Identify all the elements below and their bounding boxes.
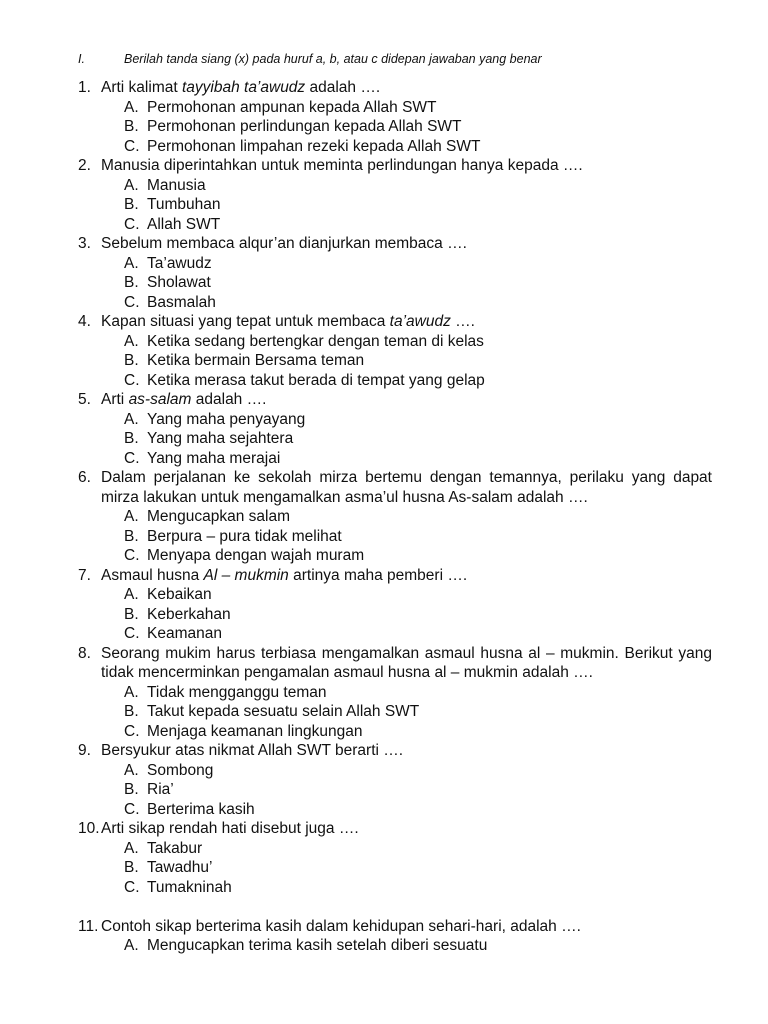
option-text: Yang maha merajai — [147, 449, 281, 467]
italic-term: as-salam — [128, 391, 192, 408]
option-letter: C. — [124, 293, 140, 311]
answer-option-c[interactable] — [78, 800, 718, 820]
question-text-part: artinya maha pemberi …. — [288, 566, 468, 584]
question-text-part: Asmaul husna — [101, 566, 204, 584]
option-text: Allah SWT — [147, 215, 221, 233]
question-number: 5. — [78, 391, 91, 408]
italic-term: tayyibah ta’awudz — [181, 79, 306, 96]
question-line — [78, 819, 718, 839]
option-letter: B. — [124, 118, 139, 135]
italic-term: ta’awudz — [389, 313, 451, 330]
option-text: Takut kepada sesuatu selain Allah SWT — [147, 703, 420, 720]
option-letter: C. — [124, 878, 140, 896]
answer-option-a[interactable] — [78, 761, 718, 781]
question-text-part: adalah …. — [305, 79, 381, 96]
question-text-part: Arti — [101, 391, 129, 408]
question-text: Bersyukur atas nikmat Allah SWT berarti …. — [101, 742, 404, 759]
answer-option-b[interactable] — [78, 117, 718, 137]
question-text — [101, 390, 712, 410]
option-text: Sholawat — [147, 274, 211, 291]
option-text: Ta’awudz — [147, 254, 212, 272]
answer-option-a[interactable] — [78, 98, 718, 118]
option-letter: C. — [124, 625, 140, 642]
answer-option-b[interactable] — [78, 273, 718, 293]
question-number: 4. — [78, 313, 91, 330]
option-letter: A. — [124, 586, 139, 603]
option-text: Yang maha sejahtera — [147, 430, 294, 447]
question-text: Dalam perjalanan ke sekolah mirza bertemu dengan temannya, perilaku yang dapat mirza lakukan untuk mengamalkan asma’ul husna As-salam adalah …. — [101, 469, 712, 506]
question-2 — [78, 156, 718, 234]
answer-option-c[interactable] — [78, 293, 718, 313]
answer-option-c[interactable] — [78, 878, 718, 898]
question-1 — [78, 78, 718, 156]
question-text: Contoh sikap berterima kasih dalam kehidupan sehari-hari, adalah …. — [101, 917, 581, 935]
question-text: Seorang mukim harus terbiasa mengamalkan asmaul husna al – mukmin. Berikut yang tidak mencerminkan pengamalan asmaul husna al – mukmin adalah …. — [101, 644, 712, 681]
option-text: Ria’ — [147, 781, 174, 798]
question-line — [78, 566, 718, 586]
answer-option-b[interactable] — [78, 527, 718, 547]
option-text: Permohonan perlindungan kepada Allah SWT — [147, 118, 462, 135]
option-text: Ketika bermain Bersama teman — [147, 352, 365, 369]
option-letter: B. — [124, 196, 139, 213]
option-text: Takabur — [147, 839, 203, 857]
answer-option-b[interactable] — [78, 195, 718, 215]
answer-option-c[interactable] — [78, 215, 718, 235]
option-letter: A. — [124, 176, 139, 194]
question-list — [78, 78, 718, 956]
question-text — [101, 312, 712, 332]
answer-option-a[interactable] — [78, 936, 718, 956]
option-letter: A. — [124, 508, 139, 525]
option-text: Mengucapkan terima kasih setelah diberi sesuatu — [147, 937, 488, 954]
question-7 — [78, 566, 718, 644]
option-letter: C. — [124, 137, 140, 155]
option-text: Menjaga keamanan lingkungan — [147, 722, 363, 740]
question-4 — [78, 312, 718, 390]
answer-option-c[interactable] — [78, 624, 718, 644]
question-text-part: …. — [450, 313, 475, 330]
option-text: Permohonan ampunan kepada Allah SWT — [147, 98, 437, 116]
option-text: Tawadhu’ — [147, 859, 213, 876]
question-5 — [78, 390, 718, 468]
question-number: 2. — [78, 157, 91, 174]
question-10 — [78, 819, 718, 897]
question-text — [101, 566, 712, 586]
option-letter: A. — [124, 410, 139, 428]
option-letter: B. — [124, 274, 139, 291]
option-text: Basmalah — [147, 293, 216, 311]
section-number: I. — [78, 52, 85, 66]
question-text-part: Kapan situasi yang tepat untuk membaca — [101, 313, 390, 330]
question-line — [78, 156, 718, 176]
option-text: Keberkahan — [147, 605, 231, 623]
answer-option-a[interactable] — [78, 410, 718, 430]
option-text: Tumbuhan — [147, 196, 221, 213]
question-line — [78, 468, 718, 507]
question-line — [78, 917, 718, 937]
option-letter: A. — [124, 254, 139, 272]
option-letter: C. — [124, 449, 140, 467]
option-text: Tumakninah — [147, 878, 232, 896]
question-number: 8. — [78, 644, 91, 662]
option-text: Yang maha penyayang — [147, 410, 306, 428]
option-letter: B. — [124, 352, 139, 369]
italic-term: Al – mukmin — [203, 566, 289, 584]
option-text: Mengucapkan salam — [147, 508, 291, 525]
answer-option-b[interactable] — [78, 858, 718, 878]
answer-option-c[interactable] — [78, 449, 718, 469]
option-letter: B. — [124, 527, 139, 545]
option-letter: B. — [124, 781, 139, 798]
option-text: Ketika merasa takut berada di tempat yang gelap — [147, 371, 485, 389]
option-letter: B. — [124, 605, 139, 623]
answer-option-b[interactable] — [78, 702, 718, 722]
answer-option-c[interactable] — [78, 722, 718, 742]
question-line — [78, 312, 718, 332]
option-text: Keamanan — [147, 625, 222, 642]
question-6 — [78, 468, 718, 566]
question-9 — [78, 741, 718, 819]
option-text: Permohonan limpahan rezeki kepada Allah SWT — [147, 137, 481, 155]
option-letter: A. — [124, 761, 139, 779]
question-text: Arti sikap rendah hati disebut juga …. — [101, 820, 359, 837]
option-text: Menyapa dengan wajah muram — [147, 547, 365, 564]
question-number: 1. — [78, 79, 91, 96]
answer-option-a[interactable] — [78, 176, 718, 196]
section-instruction: Berilah tanda siang (x) pada huruf a, b, atau c didepan jawaban yang benar — [124, 52, 542, 66]
option-letter: B. — [124, 430, 139, 447]
question-text-part: adalah …. — [191, 391, 267, 408]
question-11 — [78, 917, 718, 956]
question-number: 10. — [78, 820, 100, 837]
option-letter: A. — [124, 937, 139, 954]
option-letter: C. — [124, 547, 140, 564]
question-text: Manusia diperintahkan untuk meminta perlindungan hanya kepada …. — [101, 157, 583, 174]
option-text: Tidak mengganggu teman — [147, 683, 327, 701]
answer-option-c[interactable] — [78, 546, 718, 566]
option-letter: A. — [124, 839, 139, 857]
question-number: 11. — [78, 917, 99, 935]
answer-option-b[interactable] — [78, 351, 718, 371]
option-text: Berpura – pura tidak melihat — [147, 527, 342, 545]
question-8 — [78, 644, 718, 742]
option-letter: A. — [124, 332, 139, 350]
question-text: Sebelum membaca alqur’an dianjurkan membaca …. — [101, 235, 467, 252]
question-line — [78, 644, 718, 683]
answer-option-a[interactable] — [78, 254, 718, 274]
option-text: Manusia — [147, 176, 206, 194]
question-number: 7. — [78, 566, 91, 584]
answer-option-a[interactable] — [78, 683, 718, 703]
option-letter: C. — [124, 215, 140, 233]
question-line — [78, 78, 718, 98]
option-text: Sombong — [147, 761, 214, 779]
option-letter: A. — [124, 98, 139, 116]
option-letter: C. — [124, 371, 140, 389]
option-letter: C. — [124, 722, 140, 740]
answer-option-c[interactable] — [78, 137, 718, 157]
answer-option-b[interactable] — [78, 780, 718, 800]
question-text — [101, 78, 712, 98]
question-line — [78, 390, 718, 410]
answer-option-a[interactable] — [78, 585, 718, 605]
option-text: Berterima kasih — [147, 800, 255, 818]
question-number: 6. — [78, 469, 91, 486]
option-letter: A. — [124, 683, 139, 701]
option-text: Kebaikan — [147, 586, 212, 603]
answer-option-b[interactable] — [78, 429, 718, 449]
answer-option-a[interactable] — [78, 332, 718, 352]
option-letter: B. — [124, 859, 139, 876]
answer-option-a[interactable] — [78, 839, 718, 859]
option-text: Ketika sedang bertengkar dengan teman di kelas — [147, 332, 484, 350]
option-letter: B. — [124, 703, 139, 720]
question-3 — [78, 234, 718, 312]
question-number: 9. — [78, 742, 91, 759]
option-letter: C. — [124, 800, 140, 818]
question-number: 3. — [78, 235, 91, 252]
answer-option-c[interactable] — [78, 371, 718, 391]
question-line — [78, 234, 718, 254]
answer-option-b[interactable] — [78, 605, 718, 625]
question-line — [78, 741, 718, 761]
question-text-part: Arti kalimat — [101, 79, 182, 96]
answer-option-a[interactable] — [78, 507, 718, 527]
